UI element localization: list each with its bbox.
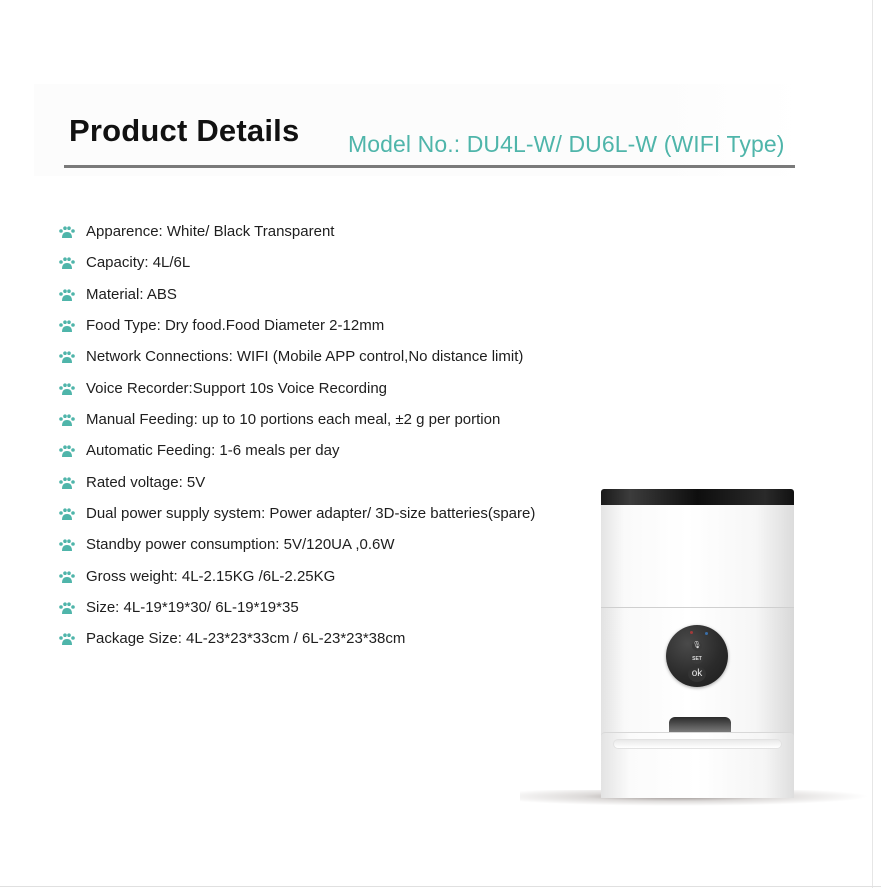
spec-item xyxy=(58,565,335,587)
ok-button: ok xyxy=(688,666,706,682)
paw-icon xyxy=(58,571,76,585)
paw-icon xyxy=(58,383,76,397)
spec-text: Dual power supply system: Power adapter/ 3D-size batteries(spare) xyxy=(86,504,536,522)
spec-item xyxy=(58,251,190,273)
spec-item xyxy=(58,314,384,336)
paw-icon xyxy=(58,320,76,334)
spec-item xyxy=(58,377,387,399)
paw-icon xyxy=(58,257,76,271)
spec-item xyxy=(58,345,523,367)
paw-icon xyxy=(58,351,76,365)
spec-item xyxy=(58,502,535,524)
paw-icon xyxy=(58,633,76,647)
spec-text: Network Connections: WIFI (Mobile APP control,No distance limit) xyxy=(86,347,524,365)
control-panel xyxy=(666,625,728,687)
set-button: SET xyxy=(692,656,702,662)
product-image-pet-feeder xyxy=(590,485,870,815)
spec-item xyxy=(58,596,299,618)
paw-icon xyxy=(58,539,76,553)
spec-text: Material: ABS xyxy=(86,285,177,303)
header-divider xyxy=(64,165,795,168)
status-led-blue xyxy=(705,632,708,635)
spec-text: Package Size: 4L-23*23*33cm / 6L-23*23*38cm xyxy=(86,629,406,647)
paw-icon xyxy=(58,445,76,459)
spec-item xyxy=(58,533,395,555)
spec-item xyxy=(58,408,500,430)
spec-item xyxy=(58,627,405,649)
spec-text: Voice Recorder:Support 10s Voice Recording xyxy=(86,379,388,397)
spec-text: Apparence: White/ Black Transparent xyxy=(86,222,335,240)
page-border-bottom xyxy=(0,886,881,887)
spec-text: Capacity: 4L/6L xyxy=(86,253,191,271)
paw-icon xyxy=(58,602,76,616)
food-tray xyxy=(601,732,794,798)
spec-text: Manual Feeding: up to 10 portions each meal, ±2 g per portion xyxy=(86,410,501,428)
feeder-lid xyxy=(601,489,794,505)
spec-item xyxy=(58,220,334,242)
page-border-right xyxy=(872,0,873,888)
page-title: Product Details xyxy=(69,113,300,148)
paw-icon xyxy=(58,477,76,491)
spec-text: Gross weight: 4L-2.15KG /6L-2.25KG xyxy=(86,567,336,585)
spec-text: Standby power consumption: 5V/120UA ,0.6W xyxy=(86,535,395,553)
spec-text: Automatic Feeding: 1-6 meals per day xyxy=(86,441,340,459)
paw-icon xyxy=(58,226,76,240)
paw-icon xyxy=(58,289,76,303)
paw-icon xyxy=(58,414,76,428)
spec-text: Rated voltage: 5V xyxy=(86,473,206,491)
spec-text: Food Type: Dry food.Food Diameter 2-12mm xyxy=(86,316,385,334)
spec-text: Size: 4L-19*19*30/ 6L-19*19*35 xyxy=(86,598,299,616)
feeder-hopper xyxy=(601,505,794,607)
status-led-red xyxy=(690,631,693,634)
spec-item xyxy=(58,471,205,493)
spec-item xyxy=(58,283,177,305)
spec-item xyxy=(58,439,339,461)
paw-icon xyxy=(58,508,76,522)
food-tray-rim xyxy=(613,739,782,749)
microphone-icon: 🎙 xyxy=(692,642,702,649)
model-number: Model No.: DU4L-W/ DU6L-W (WIFI Type) xyxy=(348,131,785,157)
